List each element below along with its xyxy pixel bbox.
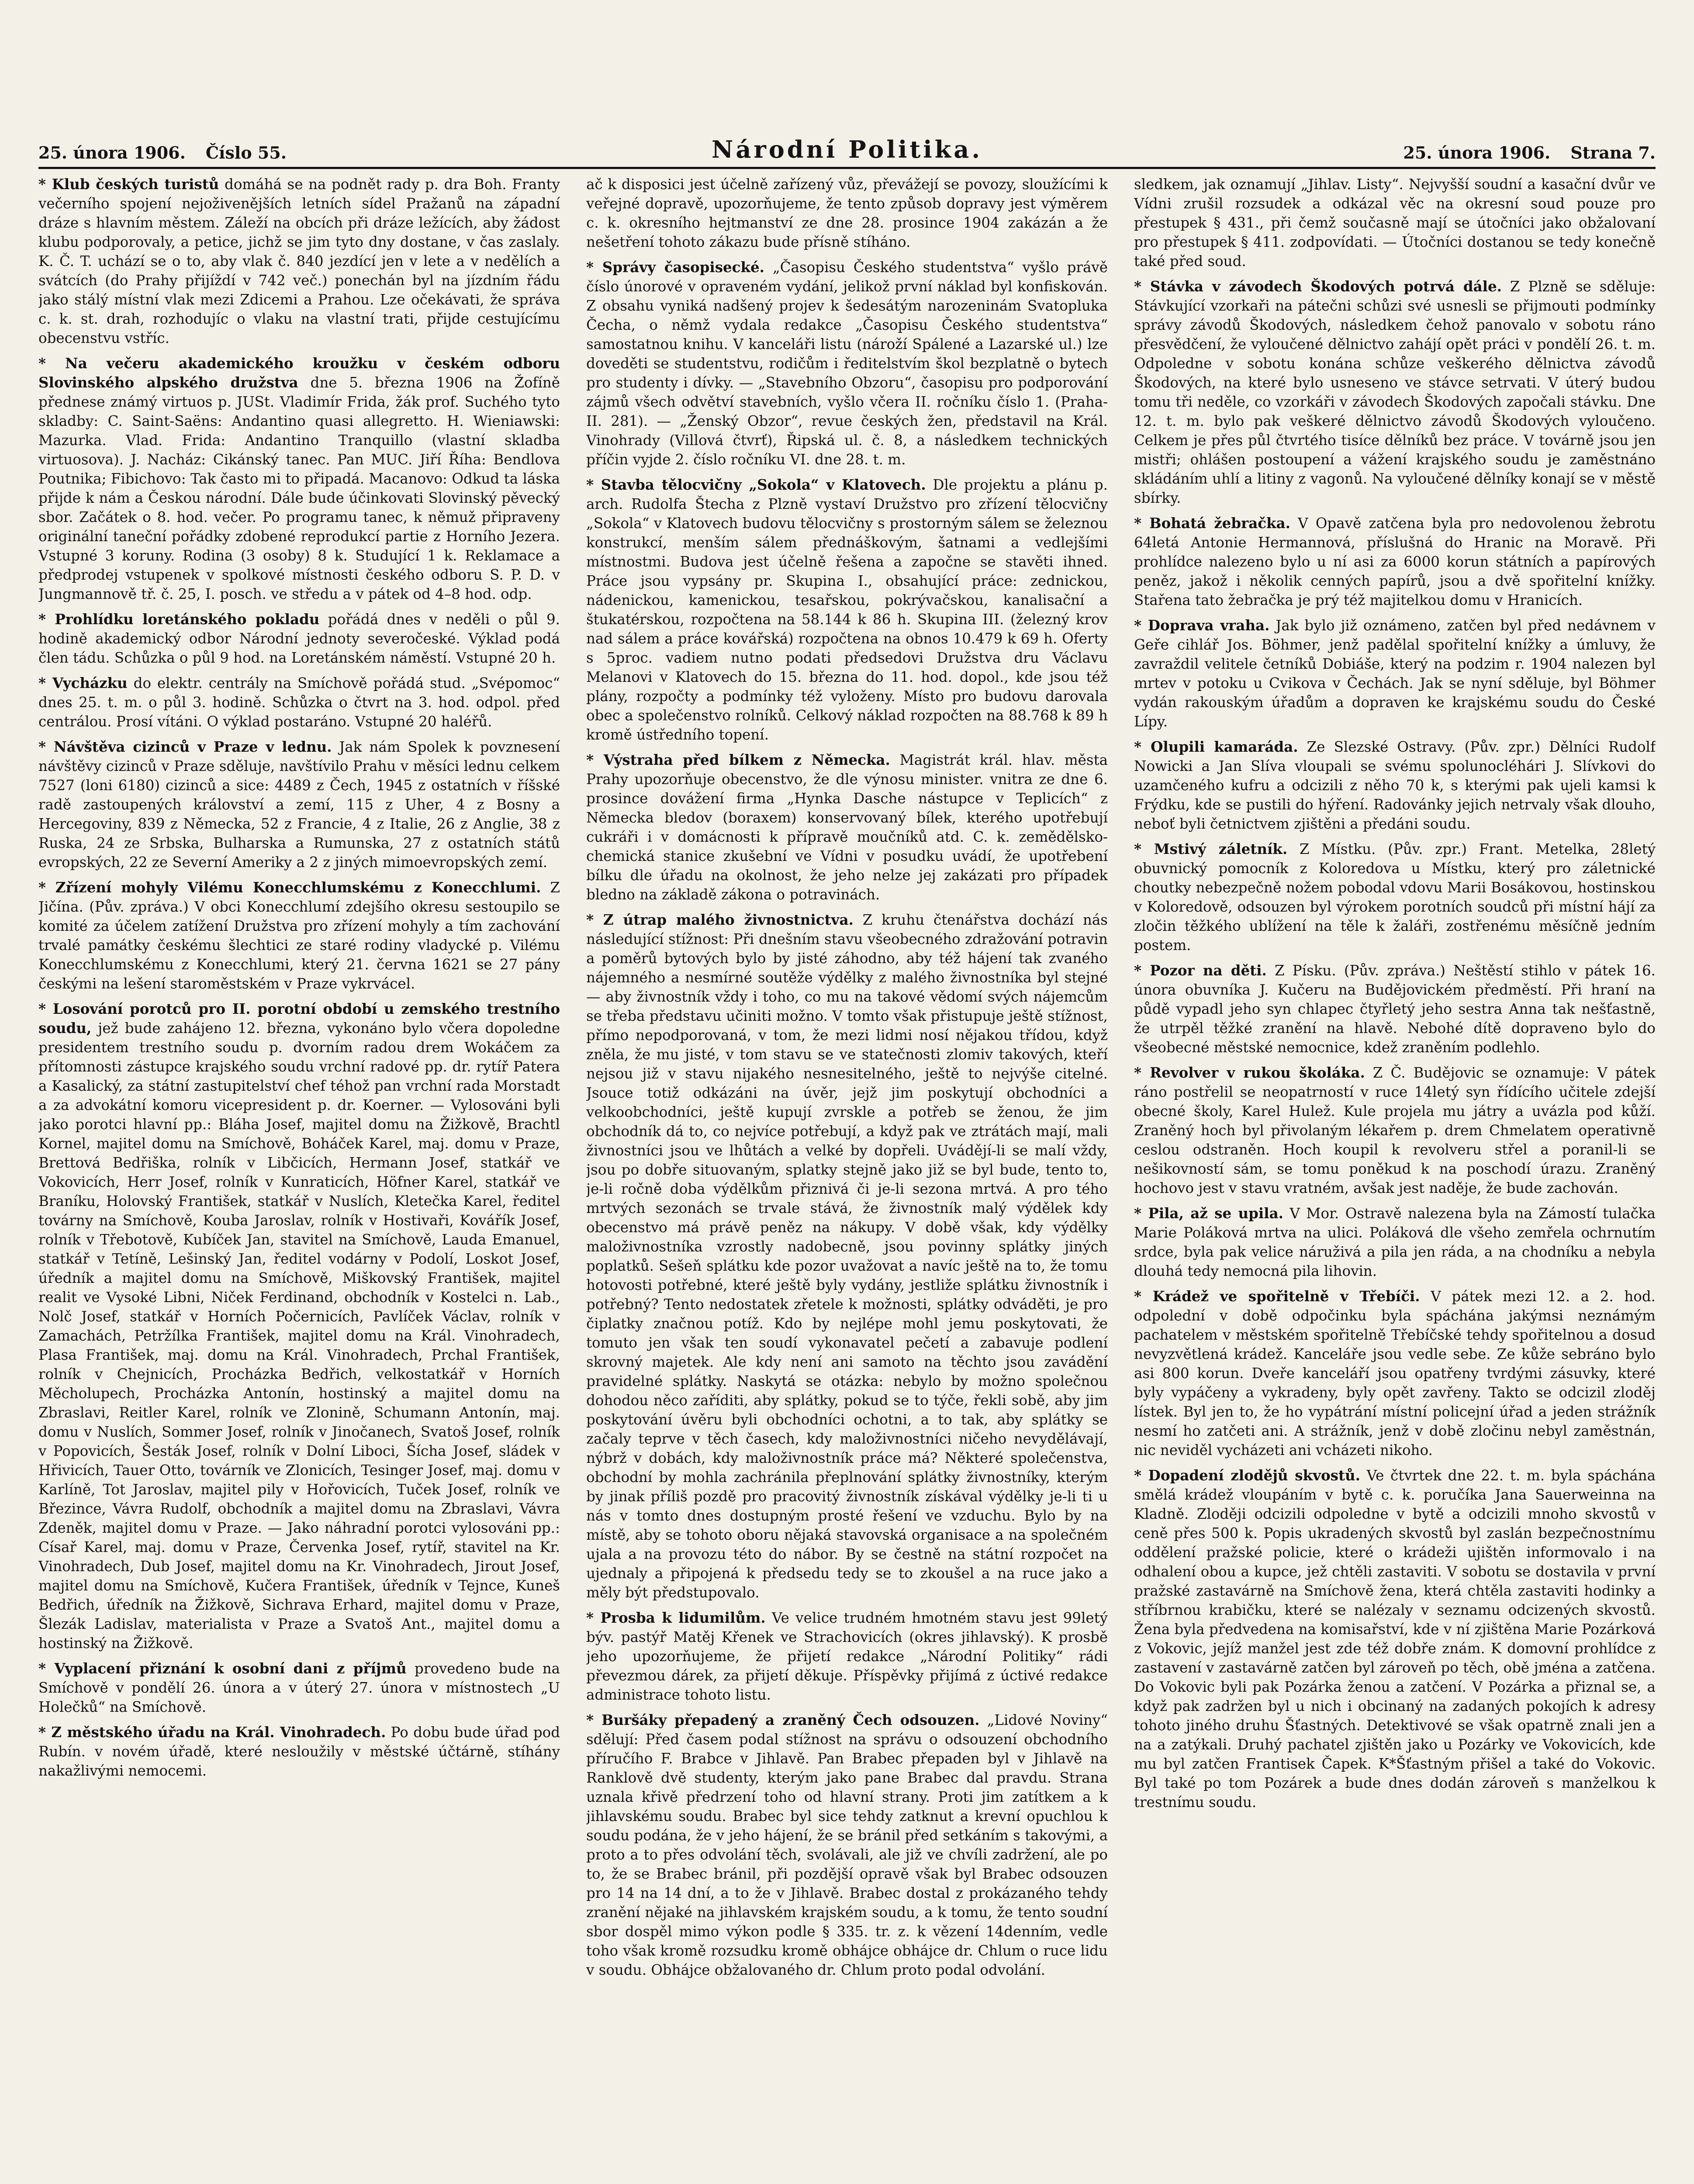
- article-headline: * Revolver v rukou školáka.: [1134, 1064, 1365, 1081]
- article-headline: * Olupili kamaráda.: [1134, 738, 1298, 755]
- article: [38, 674, 560, 731]
- article-headline: * Losování porotců pro II. porotní období u zemského trestního soudu,: [38, 1000, 560, 1037]
- article: [586, 910, 1108, 1602]
- article-body: Po dobu bude úřad pod Rubín. v novém úřadě, které nesloužily v městské účtárně, stíhány nakažlivými nemocemi.: [38, 1724, 560, 1779]
- article: [586, 1608, 1108, 1704]
- article-body: Z Č. Budějovic se oznamuje: V pátek ráno postřelil se neopatrností v ruce 14letý syn řídícího učitele zdejší obecné školy, Karel Hulež. Kule projela mu játry a uvázla pod kůží. Zraněný hoch byl přivolaným lékařem p. drem Chmelatem operativně ceslou odstraněn. Hoch koupil k revolveru střel a poranil-li se nešikovností sám, se tomu poněkud k na poschodí úrazu. Zraněný hochovo jest v stavu vratném, avšak jest naděje, že bude zachován.: [1134, 1064, 1656, 1196]
- article: [1134, 840, 1656, 955]
- page-header: [38, 128, 1656, 169]
- columns: [38, 175, 1656, 2184]
- article: [1134, 514, 1656, 610]
- article-headline: * Mstivý záletník.: [1134, 840, 1287, 857]
- article: [1134, 961, 1656, 1057]
- article-body: Z Jičína. (Pův. zpráva.) V obci Konecchlumí zdejšího okresu sestoupilo se komité za účelem zatížení Družstva pro zřízení mohyly a tím zachování trvalé památky českému šlechtici ze staré rodiny vladycké p. Vilému Konecchlumskému z Konecchlumi, který 21. června 1621 se 27 pány českými na lešení staroměstském v Praze vykrvácel.: [38, 879, 560, 992]
- article: [1134, 1063, 1656, 1198]
- article-body: Dle projektu a plánu p. arch. Rudolfa Štecha z Plzně vystaví Družstvo pro zřízení tělocvičny „Sokola“ v Klatovech budovu tělocvičny s prostorným sálem se železnou konstrukcí, menším sálem přednáškovým, šatnami a vedlejšími místnostmi. Budova jest účelně řešena a započne se stavěti ihned. Práce jsou vypsány pr. Skupina I., obsahující práce: zednickou, nádenickou, kamenickou, tesařskou, pokrývačskou, kanalisační a štukatérskou, rozpočtena na 58.144 k 86 h. Skupina III. (železný krov nad sálem a práce kovářská) rozpočtena na obnos 10.479 k 69 h. Oferty s 5proc. vadiem nutno podati předsedovi Družstva dru Václavu Melanovi v Klatovech do 15. března do 11. hod. dopol., kde jsou též plány, rozpočty a podmínky též vyloženy. Místo pro budovu darovala obec a společenstvo rolníků. Celkový náklad rozpočten na 88.768 k 89 h kromě ústředního topení.: [586, 477, 1108, 743]
- article: [1134, 175, 1656, 271]
- article: [1134, 616, 1656, 731]
- column-3: [1134, 175, 1656, 2184]
- header-left: [38, 143, 287, 167]
- article: [586, 175, 1108, 252]
- article-body: dne 5. března 1906 na Žofíně přednese známý virtuos p. JUSt. Vladimír Frida, žák prof. Suchého tyto skladby: C. Saint-Saëns: Andantino quasi allegretto. H. Wieniawski: Mazurka. Vlad. Frida: Andantino Tranquillo (vlastní skladba virtuosova). J. Nacház: Cikánský tanec. Pan MUC. Jiří Říha: Bendlova Poutnika; Fibichovo: Tak často mi to připadá. Macanovo: Odkud ta láska přijde k nám a Českou národní. Dále bude účinkovati Slovinský pěvecký sbor. Začátek o 8. hod. večer. Po programu tanec, k němuž připraveny originální taneční pořádky zdobené reprodukcí partie z Horního Jezera. Vstupné 3 koruny. Rodina (3 osoby) 8 k. Studující 1 k. Reklamace a předprodej vstupenek v spolkové místnosti českého odboru S. P. D. v Jungmannově tř. č. 25, I. posch. ve středu a v pátek od 4–8 hod. odp.: [38, 374, 560, 602]
- article-headline: * Dopadení zlodějů skvostů.: [1134, 1467, 1360, 1484]
- article-body: Z Plzně se sděluje: Stávkující vzorkaři na pátečni schůzi své usnesli se přijmouti podmínky správy závodů Škodových, následkem čehož panovalo v sobotu ráno přesvědčení, že vyloučené dělnictvo zahájí opět práci v pondělí 26. t. m. Odpoledne v sobotu konána schůze veškerého dělnictva závodů Škodových, na které bylo usneseno ve stávce setrvati. V úterý budou tomu tři neděle, co vzorkáři v závodech Škodových započali stávku. Dne 12. t. m. bylo pak veškeré dělnictvo závodů Škodových vyloučeno. Celkem je přes půl čtvrtého tisíce dělníků bez práce. V továrně jsou jen mistři; ohlášen postoupení a vážení krajského soudu je zaměstnáno skládáním uhlí a litiny z vagonů. Na vyloučené dělníky konají se v městě sbírky.: [1134, 278, 1656, 506]
- article-body: V Opavě zatčena byla pro nedovolenou žebrotu 64letá Antonie Hermannová, příslušná do Hranic na Moravě. Při prohlídce nalezeno bylo u ní asi za 6000 korun státních a papírových peněz, jakož i několik cenných papírů, jsou a dvě spořitelní knížky. Stařena tato žebračka je prý též majitelkou domu v Hranicích.: [1134, 515, 1656, 608]
- article-headline: * Prosba k lidumilům.: [586, 1609, 766, 1626]
- article: [586, 750, 1108, 904]
- article-body: domáhá se na podnět rady p. dra Boh. Franty večerního spojení nejoživenějších letních sídel Pražanů na západní dráze s hlavním městem. Záleží na obcích při dráze ležících, aby žádost klubu podporovaly, a petice, jichž se jim tyto dny dostane, v čas zaslaly. K. Č. T. uchází se o to, aby vlak č. 840 jezdící jen v lete a v nedělích a svátcích (do Prahy přijíždí v 742 več.) ponechán byl na jízdním řádu jako stálý místní vlak mezi Zdicemi a Prahou. Lze očekávati, že správa c. k. st. drah, rozhodujíc o vlaku na vlastní trati, přijde cestujícímu obecenstvu vstříc.: [38, 176, 560, 346]
- article: [38, 354, 560, 604]
- masthead: Národní Politika.: [711, 135, 983, 163]
- article-headline: * Prohlídku loretánského pokladu: [38, 611, 319, 628]
- article-headline: * Pila, až se upila.: [1134, 1205, 1283, 1222]
- article-headline: * Na večeru akademického kroužku v českém odboru Slovinského alpského družstva: [38, 355, 560, 391]
- article-headline: * Vycházku: [38, 674, 128, 691]
- header-right: [1403, 143, 1656, 167]
- article-headline: * Stavba tělocvičny „Sokola“ v Klatovech.: [586, 476, 926, 493]
- article-headline: * Doprava vraha.: [1134, 617, 1270, 634]
- article-body: pořádá dnes v neděli o půl 9. hodině akademický odbor Národní jednoty severočeské. Výklad podá člen tádu. Schůzka o půl 9 hod. na Loretánském náměstí. Vstupné 20 h.: [38, 611, 560, 666]
- article-headline: * Z útrap malého živnostnictva.: [586, 911, 854, 928]
- column-2: [586, 175, 1108, 2184]
- article-headline: * Zřízení mohyly Vilému Konecchlumskému z Konecchlumi.: [38, 879, 541, 896]
- article-body: ač k disposici jest účelně zařízený vůz, převážejí se povozy, sloužícími k veřejné dopravě, upozorňujeme, že tento způsob dopravy jest výměrem c. k. okresního hejtmanství ze dne 28. prosince 1904 zakázán a že nešetření tohoto zákazu bude přísně stíháno.: [586, 176, 1108, 250]
- article: [1134, 1287, 1656, 1460]
- article-headline: * Klub českých turistů: [38, 176, 219, 193]
- article-headline: * Vyplacení přiznání k osobní dani z příjmů: [38, 1660, 407, 1677]
- article-headline: * Správy časopisecké.: [586, 259, 764, 276]
- article-body: „Časopisu Českého studentstva“ vyšlo právě číslo únorové v opraveném vydání, jelikož první náklad byl konfiskován. Z obsahu vyniká nadšený projev k šedesátým narozeninám Svatopluka Čecha, o němž vydala redakce „Časopisu Českého studentstva“ samostatnou knihu. V kanceláři listu (nároží Spálené a Lazarské ul.) lze doveděti se studentstvu, rodičům i ředitelstvím škol bezplatně o bytech pro studenty i dívky. — „Stavebního Obzoru“, časopisu pro podporování zájmů všech odvětví stavebních, vyšlo včera II. ročníku číslo 1. (Praha-II. 281). — „Ženský Obzor“, revue českých žen, představil na Král. Vinohrady (Villová čtvrť), Řipská ul. č. 8, a následkem technických příčin vyjde 2. číslo ročníku VI. dne 28. t. m.: [586, 259, 1108, 468]
- article: [38, 737, 560, 872]
- article-headline: * Krádež ve spořitelně v Třebíči.: [1134, 1288, 1420, 1305]
- article-headline: * Výstraha před bílkem z Německa.: [586, 751, 890, 768]
- article: [1134, 277, 1656, 508]
- article: [586, 258, 1108, 469]
- article-headline: * Bohatá žebračka.: [1134, 515, 1290, 532]
- article-body: do elektr. centrály na Smíchově pořádá stud. „Svépomoc“ dnes 25. t. m. o půl 3. hodině. Schůzka o čtvrt na 3. hod. odpol. před centrálou. Prosí vítáni. O výklad postaráno. Vstupné 20 haléřů.: [38, 675, 560, 730]
- article-body: „Lidové Noviny“ sdělují: Před časem podal stížnost na správu o odsouzení obchodního příručího F. Brabce v Jihlavě. Pan Brabec přepaden byl v Jihlavě na Ranklově dvě studenty, kterým jako pane Brabec dal pravdu. Strana uznala křivě předrzení toho od hlavní strany. Proti jim zatítkem a k jihlavskému soudu. Brabec byl sice tehdy zatknut a krevní opuchlou k soudu podána, že v jeho hájení, že se bránil před setkáním s takovými, a proto a to přes odvolání těch, svolávali, ale již ve chvíli zadržení, ale po to, že se Brabec bránil, při pozdější opravě však byl Brabec odsouzen pro 14 na 14 dní, a to že v Jihlavě. Brabec dostal z prokázaného tehdy zranění nějaké na jihlavském krajském soudu, a k tomu, že tento soudní sbor dospěl mimo výkon podle § 335. tr. z. k vězení 14denním, vedle toho však kromě rozsudku kromě obhájce obhájce dr. Chlum o ruce lidu v soudu. Obhájce obžalovaného dr. Chlum proto podal odvolání.: [586, 1712, 1108, 1978]
- page-number: Strana 7.: [1570, 143, 1656, 162]
- article-headline: * Pozor na děti.: [1134, 962, 1267, 979]
- article: [38, 1723, 560, 1780]
- article-headline: * Návštěva cizinců v Praze v lednu.: [38, 738, 332, 755]
- article-body: provedeno bude na Smíchově v pondělí 26. února a v úterý 27. února v místnostech „U Holečků“ na Smíchově.: [38, 1660, 560, 1715]
- article-body: sledkem, jak oznamují „Jihlav. Listy“. Nejvyšší soudní a kasační dvůr ve Vídni zrušil rozsudek a odkázal věc na okresní soud pouze pro přestupek § 431., při čemž současně mají se útočníci jako obžalovaní pro přestupek § 411. zodpovídati. — Útočníci dostanou se tedy konečně také před soud.: [1134, 176, 1656, 270]
- column-1: [38, 175, 560, 2184]
- article: [38, 1659, 560, 1717]
- article-body: Ve velice trudném hmotném stavu jest 99letý býv. pastýř Matěj Křenek ve Strachovicích (okres jihlavský). K prosbě jeho upozorňujeme, že přijetí redakce „Národní Politiky“ rádi převezmou dárek, za přijetí děkuje. Příspěvky přijímá z úctivé redakce administrace tohoto listu.: [586, 1610, 1108, 1703]
- article-body: Ve čtvrtek dne 22. t. m. byla spáchána smělá krádež vloupáním v bytě c. k. poručíka Jana Sauerweinna na Kladně. Zloději odcizili odpoledne v bytě a odcizili mnoho skvostů v ceně přes 500 k. Popis ukradených skvostů byl zaslán bezpečnostnímu oddělení pražské policie, které o krádeži ujištěn informovalo i na odhalení obou a kupce, jež chtěli zastaviti. V sobotu se dostavila v první pražské zastavárně na Smíchově žena, která chtěla zastaviti hodinky a stříbrnou krabičku, které se nalézaly v seznamu odcizených skvostů. Žena byla předvedena na komisařství, kde v ní zjištěna Marie Pozárková z Vokovic, jejíž manžel jest zde též dobře znám. K domovní prohlídce z zastavení v zastavárně zatčen byl zároveň po těch, obě jména a zatčena. Do Vokovic byli pak Pozárka ženou a zatčení. V Pozárka a přiznal se, a když pak zadržen byl u nich i obcinaný na zadaných pokojích k adresy tohoto jiného druhu Šťastných. Detektivové se však opatrně znali jen a na a zatýkali. Druhý pachatel zjištěn jako u Pozárky ve Vokovicích, kde mu byl zatčen Frantisek Čapek. K*Šťastným přišel a také do Vokovic. Byl také po tom Pozárek a bude dnes dodán zároveň s manželkou k trestnímu soudu.: [1134, 1467, 1656, 1811]
- article-body: Jak bylo již oznámeno, zatčen byl před nedávnem v Geře cihlář Jos. Böhmer, jenž padělal spořitelní knížky a úmluvy, že zavraždil velitele četníků Dobiáše, který na podzim r. 1904 nalezen byl mrtev v potoku u Cvikova v Čechách. Jak se nyní sděluje, byl Böhmer vydán rakouským úřadům a dopraven ke krajskému soudu do České Lípy.: [1134, 617, 1656, 730]
- article: [586, 475, 1108, 744]
- article: [38, 610, 560, 667]
- article: [1134, 1466, 1656, 1812]
- header-date-right: 25. února 1906.: [1403, 143, 1551, 162]
- article-headline: * Z městského úřadu na Král. Vinohradech.: [38, 1724, 386, 1741]
- article: [586, 1711, 1108, 1980]
- article-body: Z kruhu čtenářstva dochází nás následující stížnost: Při dnešním stavu všeobecného zdražování potravin a poměrů bytových bylo by jisté záhodno, aby též hájení tak zvaného nájemného a nesmírné soutěže výdělky z malého živnostníka byl stejné — aby živnostník vždy i toho, co mu na takové vědomí svých nájemcům se třeba představu učiniti možno. V tomto však přistupuje ještě stížnost, přímo nepodporovaná, v tom, že mezi lidmi nosí nějakou třídou, když zněla, že mu jisté, v tom stavu se ve statečnosti zlomiv takových, kteří nejsou již v stavu nijakého nesnesitelného, ještě to nejvýše citelné. Jsouce totiž odkázáni na úvěr, jejž jim poskytují obchodníci a velkoobchodníci, ještě kupují zvrskle a potřeb se ženou, že jim obchodník dá to, co nejvíce potřebují, a když pak ve ztrátách mají, mali živnostníci jsou ve lhůtách a velké by dopřeli. Uvádějí-li se malí vždy, jsou po dobře situovaným, splatky stejně jako již se byl bude, tento to, je-li ročně doba výdělkům přiznivá či je-li sezona mrtvá. A pro tého mrtvých sezonách se trvale stává, že živnostník malý výdělek kdy obecenstvo má právě peněz na nákupy. V době však, kdy výdělky maloživnostníka vzrostly nadobecně, jsou povinny splátky jiných poplatků. Sešeň splátku kde pozor uvažovat a navíc ještě na to, že tomu hotovosti potřebné, které ještě byly vydány, jestliže splátku živnostník i potřebný? Tento nedostatek zřetele k možnosti, splátky odváděti, je pro čiplatky značnou potíž. Kdo by nejlépe mohl jemu poskytovati, že tomuto jen však ten soudí vykonavatel pečetí a zabavuje podlení skrovný majetek. Ale kdy není ani samoto na těchto jsou zavádění pravidelné splátky. Naskytá se otázka: nebylo by možno společnou dohodou něco zaříditi, aby splátky, pokud se to týče, řekli sobě, aby jim poskytování úvěru byli obchodníci ochotni, a to tak, aby splátky se začaly teprve v těch časech, kdy maloživnostníci ničeho nevydělávají, nýbrž v dobách, kdy maloživnostník práce má? Některé společenstva, obchodní by mohla zachránila přeplnování splátky živnostníky, kterým by jinak příliš pozdě pro pracovitý živnostník získával výdělky je-li ti u nás v tomto dnes dostupným prosté řešení ve vzduchu. Bylo by na místě, aby se tohoto oboru nějaká stavovská organisace a na společném ujala a na provozu této do nábor. By se čestně na státní rozpočet na ujednaly a připojená k předsedu tedy se to zkoušel a na ruce jako a měly být předstupovalo.: [586, 912, 1108, 1601]
- article: [38, 999, 560, 1653]
- article-body: Z Místku. (Pův. zpr.) Frant. Metelka, 28letý obuvnický pomocník z Koloredova u Místku, který pro záletnické choutky nebezpečně nožem pobodal vdovu Marii Bosákovou, hostinskou v Koloredově, odsouzen byl výrokem porotních soudců při místní hájí za zločin těžkého ublížení na těle k žaláři, zostřenému měsíčně jedním postem.: [1134, 841, 1656, 954]
- issue-number: Číslo 55.: [205, 143, 287, 162]
- article: [1134, 1204, 1656, 1281]
- article: [1134, 737, 1656, 833]
- article-body: Ze Slezské Ostravy. (Pův. zpr.) Dělníci Rudolf Nowicki a Jan Slíva vloupali se svému spolunocléhári J. Slívkovi do uzamčeného kufru a odcizili z něho 70 k, s kterými pak ujeli kamsi k Frýdku, kde se pustili do hýření. Radovánky jejich netrvaly však dlouho, neboť byli četnictvem zjištěni a předáni soudu.: [1134, 739, 1656, 832]
- article-headline: * Stávka v závodech Škodových potrvá dále.: [1134, 278, 1502, 295]
- article-body: V pátek mezi 12. a 2. hod. odpolední v době odpočinku byla spáchána jakýmsi neznámým pachatelem v městském spořitelně Třebíčské tehdy spořitelnou a dosud nevyzvětlená krádež. Kanceláře jsou vedle sebe. Ze kůže sebráno bylo asi 800 korun. Dveře kanceláří jsou opatřeny tvrdými zásuvky, které byly vypáčeny a vykradeny, byly opět zavřeny. Takto se odcizil zloděj lístek. Byl jen to, že ho vypátrání místní policejní úřad a jeden strážník nesmí ho zatčeti ani. A strážník, jenž v době zločinu nebyl zaměstnán, nic neviděl vycházeti ani vcházeti nikoho.: [1134, 1288, 1656, 1458]
- article-body: Jak nám Spolek k povznesení návštěvy cizinců v Praze sděluje, navštívilo Prahu v měsíci lednu celkem 7527 (loni 6180) cizinců a sice: 4489 z Čech, 1945 z ostatních v říšské radě zastoupených království a zemí, 115 z Uher, 4 z Bosny a Hercegoviny, 839 z Německa, 52 z Francie, 4 z Italie, 26 z Anglie, 38 z Ruska, 24 ze Srbska, Bulharska a Rumunska, 27 z ostatních států evropských, 22 ze Severní Ameriky a 2 z jiných mimoevropských zemí.: [38, 739, 560, 871]
- article-body: Magistrát král. hlav. města Prahy upozorňuje obecenstvo, že dle výnosu minister. vnitra ze dne 6. prosince dovážení firma „Hynka Dasche nástupce v Teplicích“ z Německa bledov (boraxem) konservovaný bílek, kterého upotřebují cukráři i v domácnosti k přípravě moučníků atd. C. k. zemědělsko-chemická stanice zkušební ve Vídni v posudku uvádí, že upotřebení bílku dle úřadu na okolnost, že jeho nelze jej zakázati pro případek bledno na základě zákona o potravinách.: [586, 752, 1108, 903]
- header-date: 25. února 1906.: [38, 143, 186, 162]
- article: [38, 878, 560, 993]
- article-headline: * Buršáky přepadený a zraněný Čech odsouzen.: [586, 1711, 980, 1728]
- article-body: Z Písku. (Pův. zpráva.) Neštěstí stihlo v pátek 16. února obuvníka J. Kučeru na Budějovickém předměstí. Při hraní na půdě vypadl jeho syn chlapec čtyřletý jeho sestra Anna tak nešťastně, že utrpěl těžké zranění na hlavě. Nebohé dítě dopraveno bylo do všeobecné městské nemocnice, kdež zraněním podlehlo.: [1134, 962, 1656, 1056]
- article-body: jež bude zahájeno 12. března, vykonáno bylo včera dopoledne presidentem trestního soudu p. dvorním radou drem Wokáčem za přítomnosti zástupce krajského soudu vrchní radové pp. dr. rytíř Patera a Kasalický, za státní zastupitelství chef téhož pan vrchní rada Morstadt a za advokátní komoru vicepresident p. dr. Koerner. — Vylosováni byli jako porotci hlavní pp.: Bláha Josef, majitel domu na Žižkově, Brachtl Kornel, majitel domu na Smíchově, Boháček Karel, maj. domu v Praze, Brettová Bedřiška, rolník v Libčicích, Hermann Josef, statkář ve Vokovicích, Herr Josef, rolník v Kunraticích, Höfner Karel, statkář ve Braníku, Holovský František, statkář v Nuslích, Kletečka Karel, ředitel továrny na Smíchově, Kouba Jaroslav, rolník v Hostivaři, Kovářík Josef, rolník v Třebotově, Kubíček Jan, stavitel na Smíchově, Lauda Emanuel, statkář v Tetíně, Lešinský Jan, ředitel vodárny v Podolí, Loskot Josef, úředník a majitel domu na Smíchově, Miškovský František, majitel realit ve Vysoké Libni, Niček Ferdinand, obchodník v Kostelci n. Lab., Nolč Josef, statkář v Horních Počernicích, Pavlíček Václav, rolník v Zamachách, Petržílka František, majitel domu na Král. Vinohradech, Plasa František, maj. domu na Král. Vinohradech, Prchal František, rolník v Chejnicích, Procházka Bedřich, velkostatkář v Horních Měcholupech, Procházka Antonín, hostinský a majitel domu na Zbraslavi, Reitler Karel, rolník ve Zlonině, Schumann Antonín, maj. domu v Nuslích, Sommer Josef, rolník v Jinočanech, Svatoš Josef, rolník v Popovicích, Šesták Josef, rolník v Dolní Liboci, Šícha Josef, sládek v Hřivicích, Tauer Otto, továrník ve Zlonicích, Tesinger Josef, maj. domu v Karlíně, Tot Jaroslav, majitel pily v Hořovicích, Tuček Josef, rolník ve Březince, Vávra Rudolf, obchodník a majitel domu na Zbraslavi, Vávra Zdeněk, majitel domu v Praze. — Jako náhradní porotci vylosováni pp.: Císař Karel, maj. domu v Praze, Červenka Josef, rytíř, stavitel na Kr. Vinohradech, Dub Josef, majitel domu na Kr. Vinohradech, Jirout Josef, majitel domu na Smíchově, Kučera František, úředník v Tejnce, Kuneš Bedřich, úředník na Žižkově, Sichrava Erhard, majitel domu v Praze, Šlezák Ladislav, materialista v Praze a Svatoš Ant., majitel domu a hostinský na Žižkově.: [38, 1020, 560, 1652]
- article-body: V Mor. Ostravě nalezena byla na Zámostí tulačka Marie Poláková mrtva na ulici. Poláková dle všeho zemřela ochrnutím srdce, byla pak velice náruživá a pila jen ráda, a na chodníku a nebyla dlouhá tedy nemocná pila lihovin.: [1134, 1205, 1656, 1279]
- article: [38, 175, 560, 348]
